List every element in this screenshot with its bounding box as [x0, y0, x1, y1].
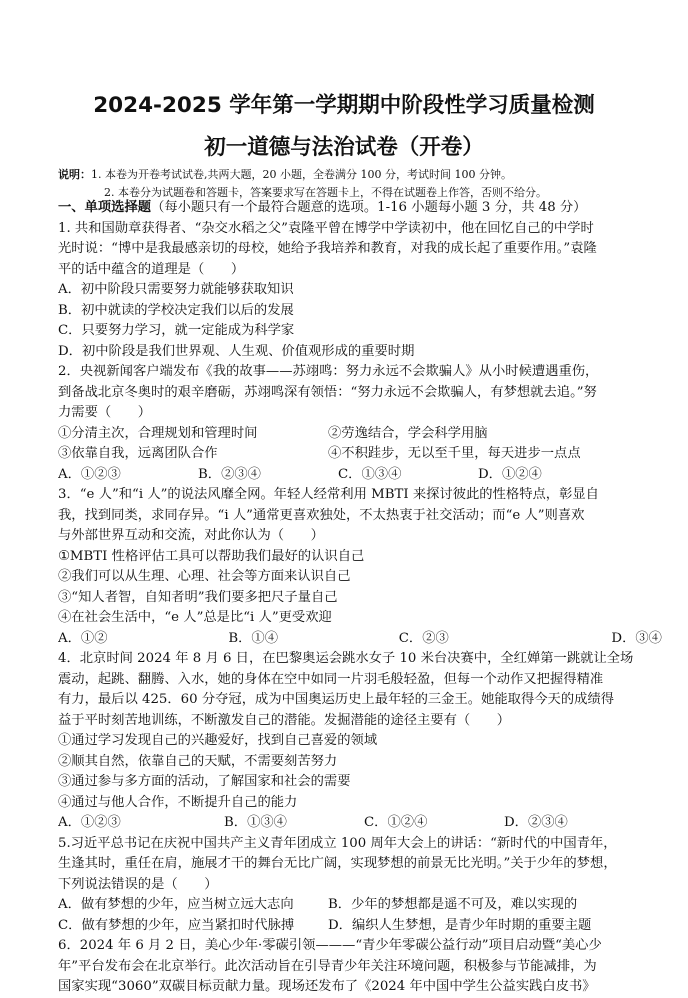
section-title: 一、单项选择题 — [58, 200, 152, 215]
question-body — [58, 198, 662, 998]
exam-title: 2024-2025 学年第一学期期中阶段性学习质量检测 — [93, 93, 595, 118]
section-heading — [58, 198, 662, 219]
statement-item: ④在社会生活中，“e 人”总是比“i 人”更受欢迎 — [58, 610, 332, 625]
statement-item: ②我们可以从生理、心理、社会等方面来认识自己 — [58, 569, 351, 584]
answer-option: A．①② — [58, 630, 108, 646]
answer-option: D．①②④ — [478, 466, 542, 482]
question-line: 5.习近平总书记在庆祝中国共产主义青年团成立 100 周年大会上的讲话：“新时代的中国青年， — [58, 835, 617, 851]
answer-option: C．①③④ — [338, 466, 402, 482]
statement-item: ③“知人者智，自知者明”我们要多把尺子量自己 — [58, 589, 338, 605]
statement-row — [58, 444, 662, 465]
answer-option: C．做有梦想的少年，应当紧扣时代脉搏 — [58, 917, 295, 933]
exam-subtitle: 初一道德与法治试卷（开卷） — [204, 135, 484, 160]
statement-item: ②劳逸结合，学会科学用脑 — [328, 425, 488, 441]
question-line: 2．央视新闻客户端发布《我的故事——苏翊鸣：努力永远不会欺骗人》从小时候遭遇重伤， — [58, 364, 599, 379]
answer-option: C．只要努力学习，就一定能成为科学家 — [58, 323, 295, 338]
answer-option: D．③④ — [611, 630, 662, 646]
question-line: 与外部世界互动和交流，对此你认为（ ） — [58, 528, 324, 543]
question-line: 平的话中蕴含的道理是（ ） — [58, 261, 245, 277]
question-line: 生逢其时，重任在肩，施展才干的舞台无比广阔，实现梦想的前景无比光明。”关于少年的梦想， — [58, 856, 617, 871]
answer-option: A．①②③ — [58, 466, 121, 482]
statement-item: ②顺其自然，依靠自己的天赋，不需要刻苦努力 — [58, 753, 338, 769]
question-line: 1. 共和国勋章获得者、“杂交水稻之父”袁隆平曾在博学中学读初中，他在回忆自己的中学时 — [58, 220, 594, 236]
question-line: 有力，最后以 425．60 分夺冠，成为中国奥运历史上最年轻的三金王。她能取得今天的成绩得 — [58, 692, 615, 707]
answer-option: B．①③④ — [224, 815, 287, 830]
question-line: 3．“e 人”和“i 人”的说法风靡全网。年轻人经常利用 MBTI 来探讨彼此的性格特点，彰显自 — [58, 487, 599, 502]
question-line: 6．2024 年 6 月 2 日，美心少年·零碳引领———“青少年零碳公益行动”项目启动暨“美心少 — [58, 938, 602, 953]
question-line: 到备战北京冬奥时的艰辛磨砺，苏翊鸣深有领悟：“努力永远不会欺骗人，有梦想就去追。”努 — [58, 384, 597, 400]
answer-option: A．①②③ — [58, 815, 121, 830]
answer-options-row — [58, 916, 662, 937]
question-line: 我，找到同类，求同存异。“i 人”通常更喜欢独处，不太热衷于社交活动；而“e 人”则喜欢 — [58, 507, 585, 523]
question-line: 光时说：“博中是我最感亲切的母校，她给予我培养和教育，对我的成长起了重要作用。”袁隆 — [58, 241, 597, 256]
question-line: 震动，起跳、翻腾、入水，她的身体在空中如同一片羽毛般轻盈，但每一个动作又把握得精准 — [58, 671, 604, 687]
answer-options-row — [58, 465, 662, 486]
answer-option: A．做有梦想的少年，应当树立远大志向 — [58, 897, 294, 912]
question-line: 下列说法错误的是（ ） — [58, 876, 218, 892]
statement-item: ①分清主次，合理规划和管理时间 — [58, 425, 258, 441]
statement-item: ④不积跬步，无以至千里，每天进步一点点 — [328, 446, 581, 461]
answer-option: D．初中阶段是我们世界观、人生观、价值观形成的重要时期 — [58, 343, 415, 359]
question-line: 4．北京时间 2024 年 8 月 6 日，在巴黎奥运会跳水女子 10 米台决赛中，全红婵第一跳就让全场 — [58, 651, 634, 666]
answer-option: B．②③④ — [198, 466, 261, 482]
instructions-text-1: 1. 本卷为开卷考试试卷,共两大题，20 小题，全卷满分 100 分，考试时间 100 分钟。 — [91, 168, 512, 181]
answer-options-row — [58, 813, 662, 834]
instructions-label: 说明： — [58, 168, 91, 181]
question-line: 益于平时刻苦地训练，不断激发自己的潜能。发掘潜能的途径主要有（ ） — [58, 712, 511, 728]
question-line: 国家实现“3060”双碳目标贡献力量。现场还发布了《2024 年中国中学生公益实践白皮书》 — [58, 979, 596, 994]
statement-item: ①MBTI 性格评估工具可以帮助我们最好的认识自己 — [58, 548, 365, 564]
answer-option: C．①②④ — [364, 815, 428, 830]
answer-option: B．少年的梦想都是遥不可及，难以实现的 — [328, 897, 578, 912]
question-line: 力需要（ ） — [58, 405, 152, 420]
answer-option: D．②③④ — [504, 815, 568, 830]
statement-item: ③通过参与多方面的活动，了解国家和社会的需要 — [58, 774, 351, 789]
statement-item: ③依靠自我，远离团队合作 — [58, 446, 218, 461]
section-description: （每小题只有一个最符合题意的选项。1-16 小题每小题 3 分，共 48 分） — [151, 200, 587, 215]
instructions-line-2: 2. 本卷分为试题卷和答题卡，答案要求写在答题卡上，不得在试题卷上作答，否则不给分。 — [104, 186, 547, 199]
answer-option: D．编织人生梦想，是青少年时期的重要主题 — [328, 917, 592, 933]
instructions-line-1 — [58, 166, 512, 182]
answer-option: B．①④ — [228, 630, 279, 646]
question-line: 年”平台发布会在北京举行。此次活动旨在引导青少年关注环境问题，积极参与节能减排，为 — [58, 958, 597, 974]
answer-option: C．②③ — [398, 630, 449, 646]
answer-options-row — [58, 895, 662, 916]
statement-item: ①通过学习发现自己的兴趣爱好，找到自己喜爱的领域 — [58, 733, 378, 748]
statement-item: ④通过与他人合作，不断提升自己的能力 — [58, 794, 298, 810]
statement-row — [58, 424, 662, 445]
answer-option: B．初中就读的学校决定我们以后的发展 — [58, 302, 294, 318]
answer-option: A．初中阶段只需要努力就能够获取知识 — [58, 282, 294, 297]
answer-options-row — [58, 629, 662, 650]
